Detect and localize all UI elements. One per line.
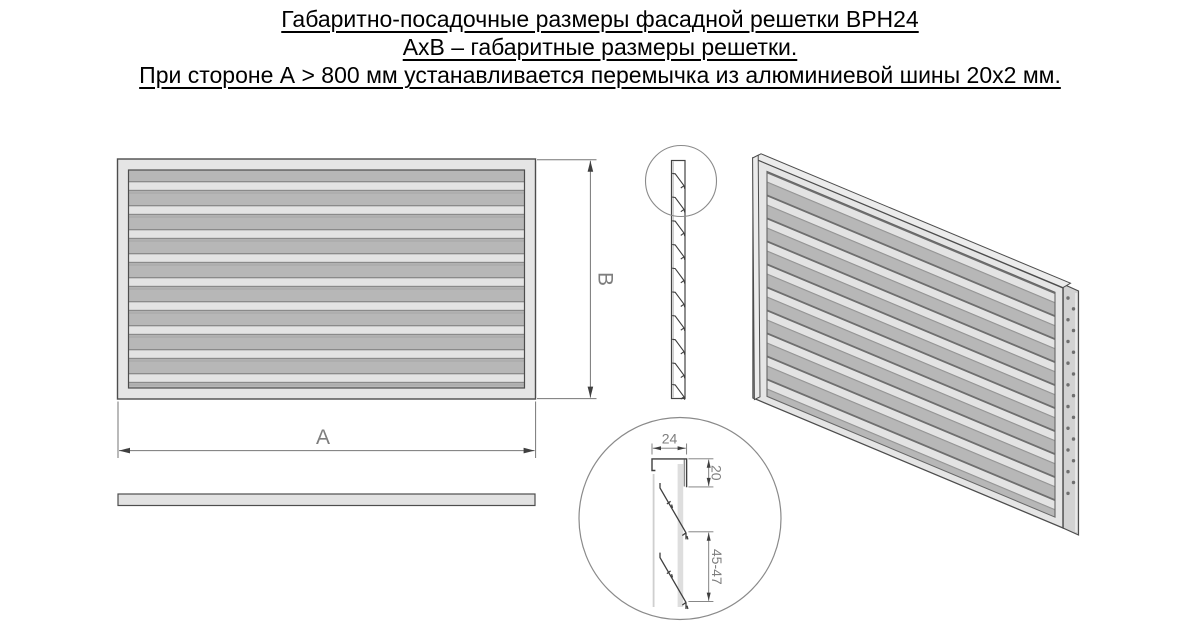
iso-left-edge [753, 155, 760, 399]
dim-a-label: A [315, 426, 331, 449]
detail-view [579, 418, 781, 620]
dimension-b [537, 160, 597, 399]
section-view [646, 146, 717, 400]
dim-45-47-label: 45-47 [709, 548, 725, 585]
dim-b-label: B [593, 271, 617, 287]
front-view-louver-area [129, 170, 525, 388]
iso-front-face [753, 158, 1063, 528]
aluminium-bar [118, 494, 535, 506]
front-view [118, 159, 536, 399]
dim-20-label: 20 [708, 465, 725, 481]
isometric-view [753, 154, 1079, 535]
title-line-3: При стороне А > 800 мм устанавливается перемычка из алюминиевой шины 20х2 мм. [139, 62, 1061, 88]
detail-blades [660, 483, 688, 609]
title-line-1: Габаритно-посадочные размеры фасадной решетки ВРН24 [281, 6, 919, 32]
title-line-2: АхВ – габаритные размеры решетки. [402, 34, 798, 60]
dim-24-label: 24 [661, 430, 678, 447]
